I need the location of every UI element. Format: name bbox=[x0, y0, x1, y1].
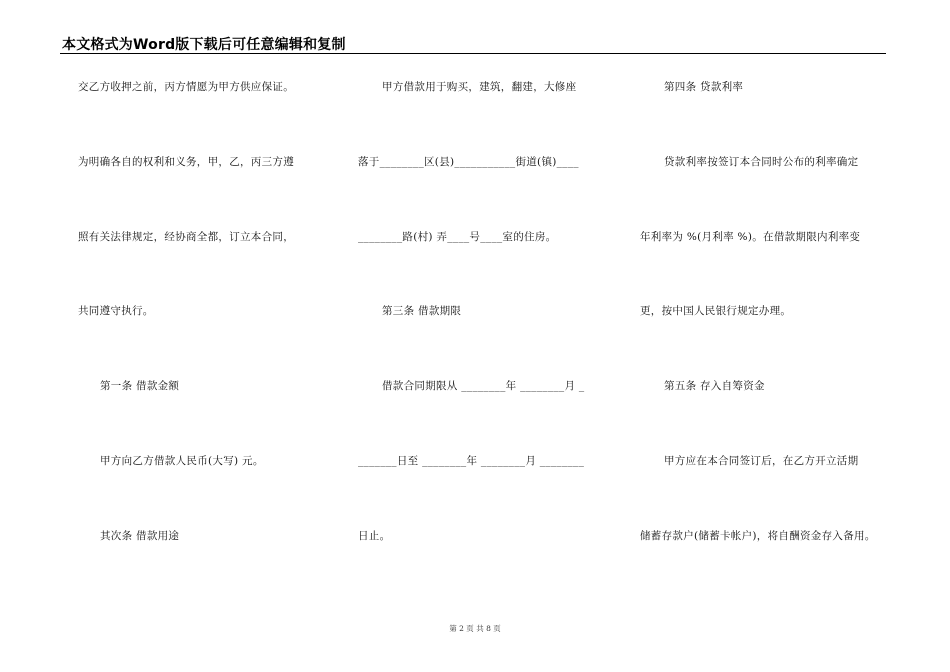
text-line: 甲方借款用于购买，建筑，翻建，大修座 bbox=[382, 81, 577, 93]
text-line: _______日至 ________年 ________月 ________ bbox=[358, 455, 585, 467]
text-line: 共同遵守执行。 bbox=[78, 305, 154, 317]
text-line: 储蓄存款户(储蓄卡帐户)，将自酬资金存入备用。 bbox=[640, 530, 876, 542]
text-line: 贷款利率按签订本合同时公布的利率确定 bbox=[664, 156, 859, 168]
header-divider bbox=[60, 53, 886, 54]
section-heading: 第五条 存入自筹资金 bbox=[664, 380, 765, 392]
document-header-title: 本文格式为Word版下载后可任意编辑和复制 bbox=[62, 37, 346, 53]
page-number: 第 2 页 共 8 页 bbox=[449, 624, 501, 633]
text-line: 为明确各自的权利和义务，甲，乙，丙三方遵 bbox=[78, 156, 294, 168]
text-line: 年利率为 %(月利率 %)。在借款期限内利率变 bbox=[640, 231, 861, 243]
section-heading: 第三条 借款期限 bbox=[382, 305, 462, 317]
text-line: 日止。 bbox=[358, 530, 391, 542]
section-heading: 其次条 借款用途 bbox=[100, 530, 180, 542]
text-line: 借款合同期限从 ________年 ________月 _ bbox=[382, 380, 585, 392]
text-line: 更，按中国人民银行规定办理。 bbox=[640, 305, 792, 317]
text-line: 照有关法律规定，经协商全都，订立本合同， bbox=[78, 231, 294, 243]
text-line: ________路(村) 弄____号____室的住房。 bbox=[358, 231, 557, 243]
text-line: 落于________区(县)___________街道(镇)____ bbox=[358, 156, 579, 168]
section-heading: 第四条 贷款利率 bbox=[664, 81, 744, 93]
text-line: 甲方向乙方借款人民币(大写) 元。 bbox=[100, 455, 264, 467]
text-line: 交乙方收押之前，丙方情愿为甲方供应保证。 bbox=[78, 81, 294, 93]
text-line: 甲方应在本合同签订后，在乙方开立活期 bbox=[664, 455, 859, 467]
section-heading: 第一条 借款金额 bbox=[100, 380, 180, 392]
